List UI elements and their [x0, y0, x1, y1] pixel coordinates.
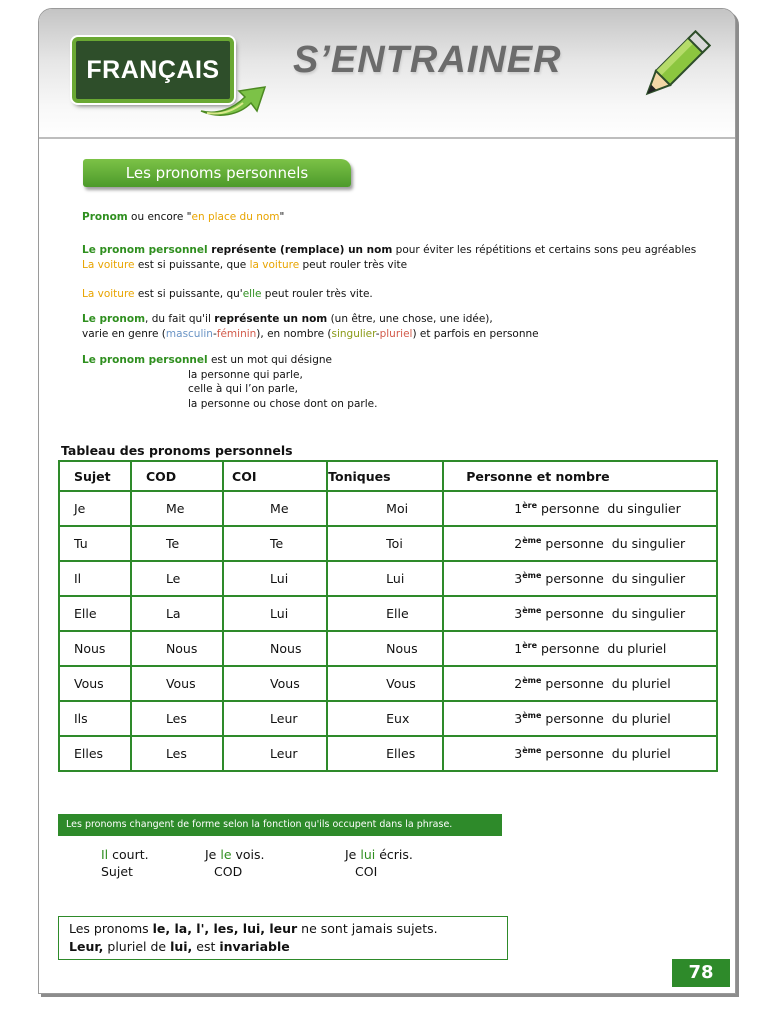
cell-coi: Lui: [223, 596, 327, 631]
singulier: singulier: [331, 328, 376, 340]
ordinal-suffix: ème: [522, 675, 542, 685]
table-row: [59, 631, 717, 666]
cell-sujet: Nous: [59, 631, 131, 666]
person-description: personne du pluriel: [541, 676, 671, 692]
text: est un mot qui désigne: [207, 354, 332, 366]
intro-line-2: [82, 243, 696, 257]
text-bold: invariable: [219, 939, 290, 954]
ordinal-suffix: ème: [522, 535, 542, 545]
table-title: Tableau des pronoms personnels: [61, 443, 293, 458]
intro-line-4: [82, 287, 373, 301]
header-cod: COD: [131, 461, 223, 491]
example-sujet: [101, 847, 149, 862]
text: Je: [205, 847, 221, 862]
pluriel: pluriel: [379, 328, 413, 340]
header-coi: COI: [223, 461, 327, 491]
cell-cod: Vous: [131, 666, 223, 701]
person-number: 3: [514, 571, 523, 587]
cell-personne: [443, 631, 717, 666]
text: est: [192, 939, 220, 954]
pronoun-table: [58, 460, 718, 772]
cell-tonique: Eux: [327, 701, 443, 736]
term: Le pronom personnel: [82, 354, 208, 366]
text: vois.: [231, 847, 265, 862]
cell-personne: [443, 491, 717, 526]
table-row: [59, 596, 717, 631]
cell-coi: Vous: [223, 666, 327, 701]
section-title: Les pronoms personnels: [83, 159, 351, 187]
cell-cod: Nous: [131, 631, 223, 666]
text: ), en nombre (: [256, 328, 332, 340]
text-bold: représente (remplace) un nom: [207, 244, 393, 256]
swoosh-arrow-icon: [199, 75, 271, 119]
cell-tonique: Elle: [327, 596, 443, 631]
rule-box: [58, 916, 508, 960]
rule-line-1: [69, 920, 497, 938]
text: -: [212, 328, 217, 340]
ordinal-suffix: ème: [522, 710, 542, 720]
text: ) et parfois en personne: [412, 328, 539, 340]
table-row: [59, 526, 717, 561]
example-cod: [205, 847, 265, 862]
cell-cod: Le: [131, 561, 223, 596]
table-row: [59, 666, 717, 701]
table-row: [59, 561, 717, 596]
text: , du fait qu'il: [145, 313, 215, 325]
cell-personne: [443, 596, 717, 631]
highlight: en place du nom: [191, 211, 280, 223]
ordinal-suffix: ème: [522, 605, 542, 615]
cell-sujet: Je: [59, 491, 131, 526]
cell-personne: [443, 561, 717, 596]
pronoun: lui: [360, 847, 376, 862]
text: ": [279, 211, 285, 223]
ordinal-suffix: ère: [522, 640, 538, 650]
person-number: 2: [514, 536, 523, 552]
intro-line-8: la personne qui parle,: [188, 369, 303, 381]
page-heading: S’ENTRAINER: [293, 39, 562, 81]
cell-cod: Les: [131, 701, 223, 736]
cell-sujet: Elle: [59, 596, 131, 631]
text-bold: représente un nom: [214, 313, 328, 325]
text-bold: le, la, l', les, lui, leur: [152, 921, 298, 936]
table-row: [59, 701, 717, 736]
person-description: personne du singulier: [541, 606, 686, 622]
label-sujet: Sujet: [101, 864, 133, 879]
intro-line-10: la personne ou chose dont on parle.: [188, 398, 378, 410]
cell-sujet: Tu: [59, 526, 131, 561]
person-description: personne du pluriel: [541, 711, 671, 727]
text: écris.: [375, 847, 413, 862]
cell-coi: Te: [223, 526, 327, 561]
header-personne: Personne et nombre: [443, 461, 717, 491]
person-description: personne du singulier: [541, 536, 686, 552]
text: peut rouler très vite: [299, 259, 408, 271]
label-cod: COD: [214, 864, 243, 879]
cell-personne: [443, 526, 717, 561]
text: varie en genre (: [82, 328, 166, 340]
subject-badge-label: FRANÇAIS: [86, 56, 220, 84]
text: ou encore ": [127, 211, 192, 223]
text: ne sont jamais sujets.: [297, 921, 438, 936]
text-bold: Leur,: [69, 939, 104, 954]
cell-cod: Te: [131, 526, 223, 561]
cell-cod: La: [131, 596, 223, 631]
person-number: 3: [514, 746, 523, 762]
text-bold: lui,: [170, 939, 193, 954]
page: [38, 8, 736, 994]
example-coi: [345, 847, 413, 862]
cell-personne: [443, 736, 717, 771]
text: Les pronoms: [69, 921, 153, 936]
person-description: personne du singulier: [537, 501, 681, 517]
text: (un être, une chose, une idée),: [327, 313, 493, 325]
cell-coi: Leur: [223, 736, 327, 771]
person-number: 2: [514, 676, 523, 692]
term: Le pronom: [82, 313, 146, 325]
pronoun: Il: [101, 847, 109, 862]
cell-cod: Les: [131, 736, 223, 771]
term: Le pronom personnel: [82, 244, 208, 256]
cell-sujet: Il: [59, 561, 131, 596]
text: court.: [108, 847, 149, 862]
cell-tonique: Elles: [327, 736, 443, 771]
highlight-green: elle: [242, 288, 262, 300]
table-row: [59, 736, 717, 771]
person-description: personne du pluriel: [537, 641, 667, 657]
cell-coi: Lui: [223, 561, 327, 596]
text: pluriel de: [103, 939, 171, 954]
person-number: 1: [514, 641, 523, 657]
intro-line-6: [82, 327, 539, 341]
intro-line-5: [82, 312, 493, 326]
highlight: La voiture: [82, 288, 135, 300]
cell-coi: Leur: [223, 701, 327, 736]
cell-tonique: Nous: [327, 631, 443, 666]
masculin: masculin: [165, 328, 213, 340]
intro-line-1: [82, 210, 284, 224]
term-pronom: Pronom: [82, 211, 128, 223]
pronoun: le: [220, 847, 232, 862]
cell-tonique: Toi: [327, 526, 443, 561]
person-number: 3: [514, 606, 523, 622]
ordinal-suffix: ème: [522, 745, 542, 755]
person-description: personne du pluriel: [541, 746, 671, 762]
highlight: La voiture: [82, 259, 135, 271]
person-number: 1: [514, 501, 523, 517]
table-header-row: [59, 461, 717, 491]
intro-line-7: [82, 353, 332, 367]
text: peut rouler très vite.: [261, 288, 373, 300]
header-sujet: Sujet: [59, 461, 131, 491]
cell-personne: [443, 666, 717, 701]
cell-coi: Nous: [223, 631, 327, 666]
rule-line-2: [69, 938, 497, 956]
cell-sujet: Ils: [59, 701, 131, 736]
cell-tonique: Lui: [327, 561, 443, 596]
cell-sujet: Vous: [59, 666, 131, 701]
ordinal-suffix: ère: [522, 500, 538, 510]
page-number: 78: [672, 959, 730, 987]
text: -: [375, 328, 380, 340]
cell-personne: [443, 701, 717, 736]
table-row: [59, 491, 717, 526]
person-description: personne du singulier: [541, 571, 686, 587]
feminin: féminin: [216, 328, 257, 340]
text: Je: [345, 847, 361, 862]
cell-tonique: Moi: [327, 491, 443, 526]
text: pour éviter les répétitions et certains sons peu agréables: [392, 244, 697, 256]
label-coi: COI: [355, 864, 378, 879]
note-banner: Les pronoms changent de forme selon la fonction qu'ils occupent dans la phrase.: [58, 814, 502, 836]
intro-line-9: celle à qui l’on parle,: [188, 383, 299, 395]
header-divider: [39, 137, 735, 139]
highlight: la voiture: [249, 259, 300, 271]
text: est si puissante, que: [134, 259, 250, 271]
intro-line-3: [82, 258, 407, 272]
pencil-icon: [635, 25, 715, 107]
cell-tonique: Vous: [327, 666, 443, 701]
header-toniques: Toniques: [327, 461, 443, 491]
cell-sujet: Elles: [59, 736, 131, 771]
cell-coi: Me: [223, 491, 327, 526]
ordinal-suffix: ème: [522, 570, 542, 580]
person-number: 3: [514, 711, 523, 727]
cell-cod: Me: [131, 491, 223, 526]
table-body: [59, 491, 717, 771]
text: est si puissante, qu': [134, 288, 243, 300]
